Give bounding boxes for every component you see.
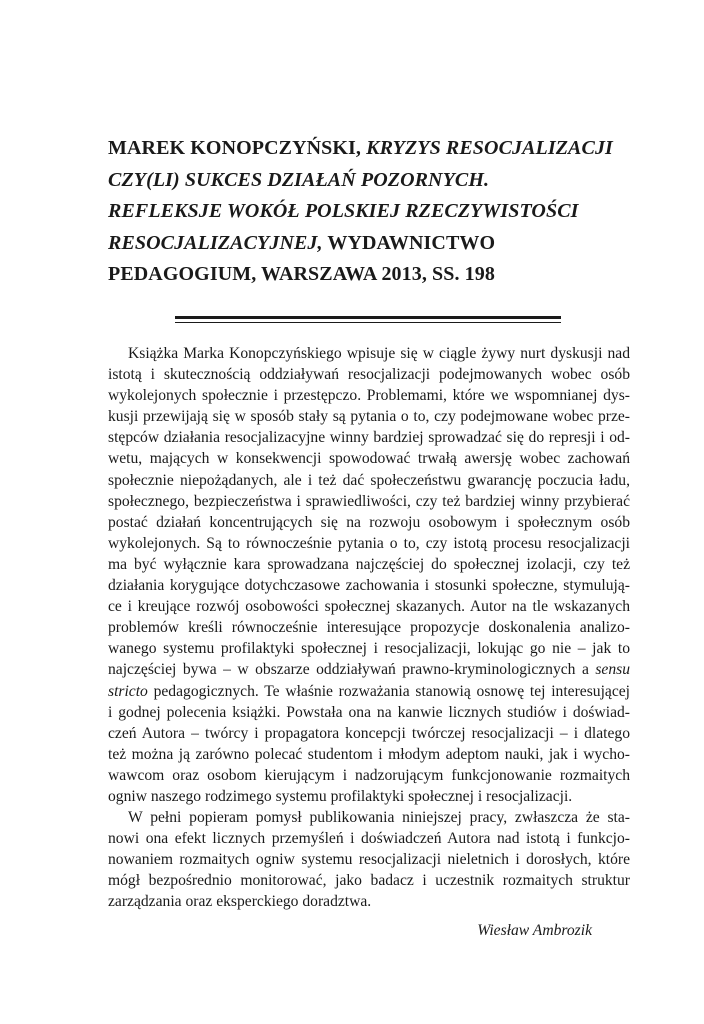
body-line	[108, 786, 630, 807]
body-line	[108, 891, 630, 912]
text-segment: i godnej polecenia książki. Powstała ona na kanwie licznych studiów i doświad-	[108, 703, 630, 721]
text-segment: postać działań koncentrujących się na rozwoju osobowym i społecznym osób	[108, 513, 630, 531]
text-segment: PEDAGOGIUM, WARSZAWA 2013, SS. 198	[108, 263, 495, 285]
title-line	[108, 165, 628, 197]
text-segment: nowi ona efekt licznych przemyśleń i doświadczeń Autora nad istotą i funkcjo-	[108, 830, 630, 848]
body-line	[108, 807, 630, 828]
review-body	[108, 343, 630, 913]
body-line	[108, 659, 630, 680]
title-line	[108, 196, 628, 228]
text-segment: też można ją zarówno polecać studentom i młodym adeptom nauki, jak i wycho-	[108, 745, 630, 763]
body-line	[108, 448, 630, 469]
title-line	[108, 259, 628, 291]
text-segment: najczęściej bywa – w obszarze oddziaływań prawno-kryminologicznych a	[108, 661, 596, 679]
text-segment: mógł bezpośrednio monitorować, jako badacz i uczestnik rozmaitych struktur	[108, 872, 630, 890]
title-line	[108, 228, 628, 260]
text-segment: ma być wyłącznie kara sprowadzana najczęściej do społecznej izolacji, czy też	[108, 555, 630, 573]
divider-thick-line	[175, 316, 561, 319]
body-line	[108, 554, 630, 575]
text-segment: MAREK KONOPCZYŃSKI,	[108, 137, 367, 159]
body-line	[108, 385, 630, 406]
body-line	[108, 744, 630, 765]
text-segment: W pełni popieram pomysł publikowania niniejszej pracy, zwłaszcza że sta-	[128, 809, 630, 827]
body-line	[108, 765, 630, 786]
body-line	[108, 596, 630, 617]
body-line	[108, 512, 630, 533]
review-title	[108, 133, 628, 291]
text-segment: czeń Autora – twórcy i propagatora koncepcji twórczej resocjalizacji – i dlatego	[108, 724, 630, 742]
text-segment: nowaniem rozmaitych ogniw systemu resocjalizacji nieletnich i dorosłych, które	[108, 851, 630, 869]
body-line	[108, 343, 630, 364]
text-segment: działania korygujące dotychczasowe zachowania i stosunki społeczne, stymulują-	[108, 577, 630, 595]
text-segment: wykolejonych społecznie i przestępczo. Problemami, które we wspomnianej dys-	[108, 387, 630, 405]
body-line	[108, 723, 630, 744]
text-segment: problemów kreśli równocześnie interesujące propozycje doskonalenia analizo-	[108, 619, 630, 637]
text-segment: istotą i skutecznością oddziaływań resocjalizacji podejmowanych wobec osób	[108, 366, 630, 384]
body-line	[108, 681, 630, 702]
body-line	[108, 491, 630, 512]
body-line	[108, 849, 630, 870]
text-segment: stępców działania resocjalizacyjne winny bardziej sprowadzać się do represji i od-	[108, 429, 630, 447]
body-line	[108, 870, 630, 891]
text-segment: społecznie niepożądanych, ale i też dać społeczeństwu gwarancję poczucia ładu,	[108, 471, 630, 489]
body-line	[108, 406, 630, 427]
title-line	[108, 133, 628, 165]
body-line	[108, 617, 630, 638]
text-segment: kusji przewijają się w sposób stały są pytania o to, czy podejmowane wobec prze-	[108, 408, 630, 426]
text-segment: ce i kreujące rozwój osobowości społecznej skazanych. Autor na tle wskazanych	[108, 598, 630, 616]
text-segment: społecznego, bezpieczeństwa i sprawiedliwości, czy też bardziej winny przybierać	[108, 492, 630, 510]
body-line	[108, 828, 630, 849]
text-segment: wetu, mających w konsekwencji spowodować trwałą awersję wobec zachowań	[108, 450, 630, 468]
body-line	[108, 427, 630, 448]
italic-text: sensu	[595, 661, 630, 679]
italic-text: RESOCJALIZACYJNEJ,	[108, 231, 323, 254]
text-segment: zarządzania oraz eksperckiego doradztwa.	[108, 893, 372, 911]
text-segment: wanego systemu profilaktyki społecznej i resocjalizacji, lokując go nie – jak to	[108, 640, 630, 658]
body-line	[108, 364, 630, 385]
body-line	[108, 638, 630, 659]
body-line	[108, 470, 630, 491]
text-segment: WYDAWNICTWO	[322, 231, 496, 254]
divider-thin-line	[175, 322, 561, 323]
italic-text: stricto	[108, 682, 148, 700]
text-segment: pedagogicznych. Te właśnie rozważania stanowią osnowę tej interesującej	[147, 682, 630, 700]
italic-text: CZY(LI) SUKCES DZIAŁAŃ POZORNYCH.	[108, 168, 490, 191]
italic-text: KRYZYS RESOCJALIZACJI	[366, 137, 613, 159]
text-segment: wykolejonych. Są to równocześnie pytania o to, czy istotą procesu resocjalizacji	[108, 534, 630, 552]
text-segment: wawcom oraz osobom kierującym i nadzorującym funkcjonowanie rozmaitych	[108, 766, 630, 784]
body-line	[108, 575, 630, 596]
italic-text: REFLEKSJE WOKÓŁ POLSKIEJ RZECZYWISTOŚCI	[108, 200, 579, 222]
text-segment: ogniw naszego rodzimego systemu profilaktyki społecznej i resocjalizacji.	[108, 787, 573, 805]
title-divider	[175, 316, 561, 323]
text-segment: Książka Marka Konopczyńskiego wpisuje się w ciągle żywy nurt dyskusji nad	[128, 345, 630, 362]
body-line	[108, 702, 630, 723]
body-line	[108, 533, 630, 554]
author-signature: Wiesław Ambrozik	[477, 922, 592, 939]
